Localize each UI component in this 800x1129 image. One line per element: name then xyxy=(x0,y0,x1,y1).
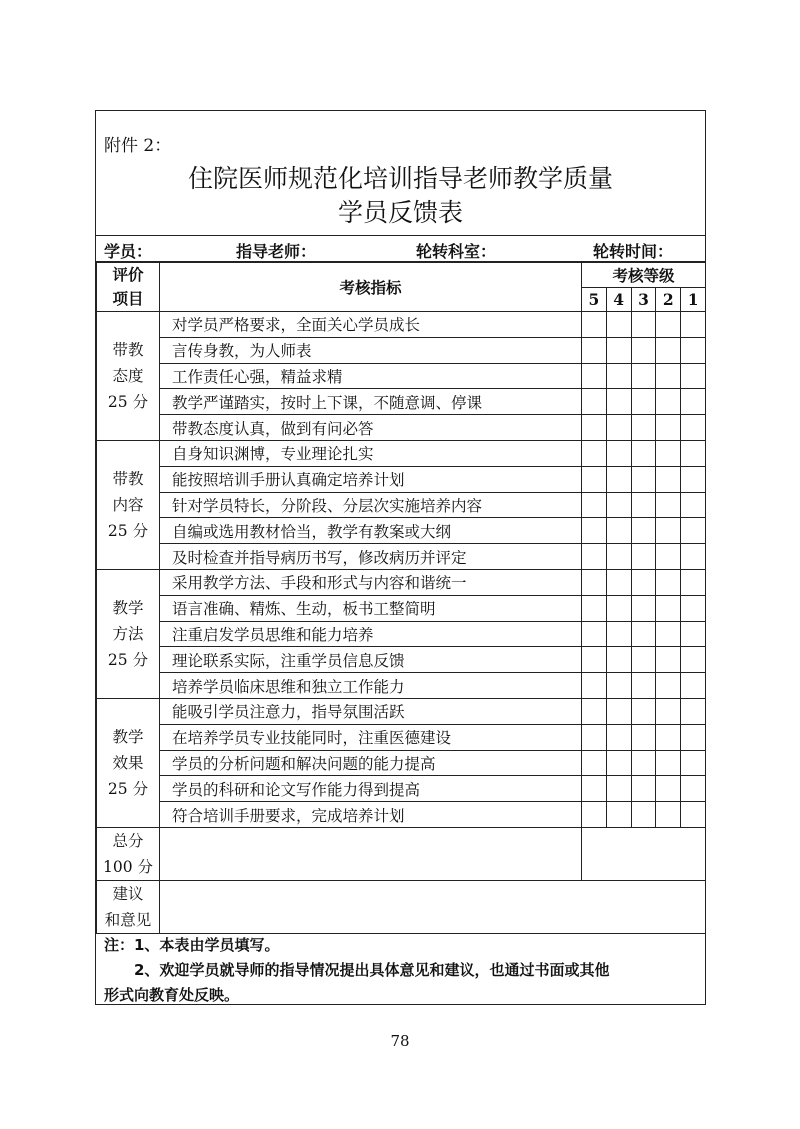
grade-checkbox-cell[interactable] xyxy=(631,440,656,466)
grade-checkbox-cell[interactable] xyxy=(631,776,656,802)
grade-checkbox-cell[interactable] xyxy=(681,724,706,750)
teacher-label: 指导老师： xyxy=(236,242,317,261)
grade-checkbox-cell[interactable] xyxy=(656,647,681,673)
section-label-line: 25 分 xyxy=(107,392,149,411)
grade-checkbox-cell[interactable] xyxy=(582,802,607,828)
criteria-cell: 语言准确、精炼、生动，板书工整简明 xyxy=(160,595,582,621)
grade-checkbox-cell[interactable] xyxy=(656,569,681,595)
criteria-cell: 针对学员特长，分阶段、分层次实施培养内容 xyxy=(160,492,582,518)
grade-checkbox-cell[interactable] xyxy=(681,750,706,776)
evaluation-table xyxy=(96,262,706,934)
grade-checkbox-cell[interactable] xyxy=(631,389,656,415)
grade-checkbox-cell[interactable] xyxy=(681,337,706,363)
criteria-row xyxy=(97,415,706,441)
grade-checkbox-cell[interactable] xyxy=(631,595,656,621)
total-blank[interactable] xyxy=(160,827,582,880)
grade-checkbox-cell[interactable] xyxy=(606,724,631,750)
criteria-cell: 言传身教，为人师表 xyxy=(160,337,582,363)
criteria-cell: 符合培训手册要求，完成培养计划 xyxy=(160,802,582,828)
grade-checkbox-cell[interactable] xyxy=(656,440,681,466)
grade-checkbox-cell[interactable] xyxy=(656,595,681,621)
section-label-line: 带教 xyxy=(112,340,144,359)
grade-checkbox-cell[interactable] xyxy=(656,337,681,363)
grade-checkbox-cell[interactable] xyxy=(582,440,607,466)
grade-checkbox-cell[interactable] xyxy=(582,621,607,647)
criteria-row xyxy=(97,544,706,570)
grade-checkbox-cell[interactable] xyxy=(582,647,607,673)
criteria-cell: 采用教学方法、手段和形式与内容和谐统一 xyxy=(160,569,582,595)
grade-checkbox-cell[interactable] xyxy=(606,337,631,363)
criteria-cell: 学员的分析问题和解决问题的能力提高 xyxy=(160,750,582,776)
criteria-row xyxy=(97,698,706,724)
grade-5: 5 xyxy=(582,288,607,312)
section-label xyxy=(97,698,160,827)
criteria-row xyxy=(97,776,706,802)
criteria-row xyxy=(97,363,706,389)
student-label: 学员： xyxy=(104,242,153,261)
criteria-row xyxy=(97,750,706,776)
notes xyxy=(96,933,705,1008)
department-label: 轮转科室： xyxy=(416,242,497,261)
criteria-cell: 及时检查并指导病历书写，修改病历并评定 xyxy=(160,544,582,570)
criteria-row xyxy=(97,518,706,544)
grade-checkbox-cell[interactable] xyxy=(582,724,607,750)
grade-checkbox-cell[interactable] xyxy=(656,673,681,699)
grade-checkbox-cell[interactable] xyxy=(681,466,706,492)
grade-checkbox-cell[interactable] xyxy=(656,389,681,415)
form-title: 住院医师规范化培训指导老师教学质量 xyxy=(187,164,613,193)
grade-checkbox-cell[interactable] xyxy=(656,776,681,802)
criteria-cell: 带教态度认真，做到有问必答 xyxy=(160,415,582,441)
criteria-row xyxy=(97,569,706,595)
section-label-line: 方法 xyxy=(112,624,144,643)
grade-checkbox-cell[interactable] xyxy=(582,673,607,699)
grade-checkbox-cell[interactable] xyxy=(631,698,656,724)
grade-2: 2 xyxy=(656,288,681,312)
grade-checkbox-cell[interactable] xyxy=(681,518,706,544)
attachment-label: 附件 2： xyxy=(104,136,172,156)
criteria-cell: 自身知识渊博，专业理论扎实 xyxy=(160,440,582,466)
total-label-line: 总分 xyxy=(112,831,144,850)
grade-checkbox-cell[interactable] xyxy=(656,492,681,518)
grade-checkbox-cell[interactable] xyxy=(681,415,706,441)
grade-checkbox-cell[interactable] xyxy=(582,776,607,802)
grade-checkbox-cell[interactable] xyxy=(656,363,681,389)
note-3: 形式向教育处反映。 xyxy=(104,986,240,1004)
section-label-line: 效果 xyxy=(112,753,144,772)
note-1: 注：1、本表由学员填写。 xyxy=(104,936,280,954)
total-label xyxy=(97,827,160,880)
grade-checkbox-cell[interactable] xyxy=(681,673,706,699)
criteria-cell: 对学员严格要求，全面关心学员成长 xyxy=(160,312,582,338)
total-row xyxy=(97,827,706,880)
grade-checkbox-cell[interactable] xyxy=(681,698,706,724)
grade-checkbox-cell[interactable] xyxy=(681,621,706,647)
criteria-cell: 培养学员临床思维和独立工作能力 xyxy=(160,673,582,699)
grade-header: 考核等级 xyxy=(582,263,706,288)
criteria-row xyxy=(97,466,706,492)
criteria-row xyxy=(97,440,706,466)
grade-checkbox-cell[interactable] xyxy=(582,492,607,518)
form-subtitle: 学员反馈表 xyxy=(337,198,463,227)
criteria-cell: 能按照培训手册认真确定培养计划 xyxy=(160,466,582,492)
grade-checkbox-cell[interactable] xyxy=(631,750,656,776)
grade-checkbox-cell[interactable] xyxy=(656,621,681,647)
section-label-line: 带教 xyxy=(112,469,144,488)
criteria-cell: 学员的科研和论文写作能力得到提高 xyxy=(160,776,582,802)
grade-checkbox-cell[interactable] xyxy=(656,750,681,776)
criteria-row xyxy=(97,595,706,621)
grade-checkbox-cell[interactable] xyxy=(582,595,607,621)
grade-checkbox-cell[interactable] xyxy=(656,466,681,492)
grade-checkbox-cell[interactable] xyxy=(631,337,656,363)
grade-checkbox-cell[interactable] xyxy=(631,518,656,544)
grade-checkbox-cell[interactable] xyxy=(606,569,631,595)
grade-checkbox-cell[interactable] xyxy=(582,312,607,338)
grade-checkbox-cell[interactable] xyxy=(681,802,706,828)
grade-1: 1 xyxy=(681,288,706,312)
criteria-row xyxy=(97,673,706,699)
grade-checkbox-cell[interactable] xyxy=(606,415,631,441)
grade-checkbox-cell[interactable] xyxy=(631,312,656,338)
criteria-row xyxy=(97,389,706,415)
total-score-field[interactable] xyxy=(582,827,706,880)
grade-checkbox-cell[interactable] xyxy=(681,492,706,518)
grade-checkbox-cell[interactable] xyxy=(681,389,706,415)
section-label-line: 25 分 xyxy=(107,650,149,669)
section-label-line: 教学 xyxy=(112,727,144,746)
page-number: 78 xyxy=(390,1032,410,1050)
grade-checkbox-cell[interactable] xyxy=(631,544,656,570)
grade-checkbox-cell[interactable] xyxy=(631,363,656,389)
section-label xyxy=(97,569,160,698)
item-header-line1: 评价 xyxy=(112,266,144,284)
time-label: 轮转时间： xyxy=(593,242,674,261)
criteria-row xyxy=(97,647,706,673)
grade-checkbox-cell[interactable] xyxy=(631,802,656,828)
form-header xyxy=(96,111,705,236)
grade-checkbox-cell[interactable] xyxy=(631,466,656,492)
grade-checkbox-cell[interactable] xyxy=(582,544,607,570)
grade-checkbox-cell[interactable] xyxy=(656,518,681,544)
advice-label xyxy=(97,880,160,933)
item-header-line2: 项目 xyxy=(112,290,144,308)
grade-checkbox-cell[interactable] xyxy=(656,698,681,724)
grade-checkbox-cell[interactable] xyxy=(582,466,607,492)
section-label xyxy=(97,312,160,441)
grade-checkbox-cell[interactable] xyxy=(631,415,656,441)
grade-checkbox-cell[interactable] xyxy=(582,518,607,544)
grade-checkbox-cell[interactable] xyxy=(582,337,607,363)
grade-checkbox-cell[interactable] xyxy=(606,389,631,415)
grade-checkbox-cell[interactable] xyxy=(606,647,631,673)
criteria-row xyxy=(97,621,706,647)
criteria-header: 考核指标 xyxy=(160,263,582,312)
criteria-cell: 自编或选用教材恰当，教学有教案或大纲 xyxy=(160,518,582,544)
grade-checkbox-cell[interactable] xyxy=(606,440,631,466)
total-label-line: 100 分 xyxy=(102,857,153,876)
grade-checkbox-cell[interactable] xyxy=(681,595,706,621)
grade-checkbox-cell[interactable] xyxy=(656,544,681,570)
grade-checkbox-cell[interactable] xyxy=(681,544,706,570)
grade-4: 4 xyxy=(606,288,631,312)
section-label-line: 25 分 xyxy=(107,521,149,540)
grade-checkbox-cell[interactable] xyxy=(681,312,706,338)
grade-checkbox-cell[interactable] xyxy=(656,312,681,338)
item-header xyxy=(97,263,160,312)
grade-checkbox-cell[interactable] xyxy=(631,621,656,647)
info-row xyxy=(96,236,705,262)
feedback-form xyxy=(95,110,706,1005)
grade-checkbox-cell[interactable] xyxy=(681,647,706,673)
grade-checkbox-cell[interactable] xyxy=(606,595,631,621)
criteria-row xyxy=(97,802,706,828)
grade-checkbox-cell[interactable] xyxy=(656,724,681,750)
criteria-row xyxy=(97,337,706,363)
grade-checkbox-cell[interactable] xyxy=(606,466,631,492)
section-label-line: 态度 xyxy=(112,366,144,385)
grade-checkbox-cell[interactable] xyxy=(582,569,607,595)
grade-checkbox-cell[interactable] xyxy=(631,647,656,673)
advice-label-line: 建议 xyxy=(112,884,144,903)
grade-checkbox-cell[interactable] xyxy=(631,492,656,518)
grade-checkbox-cell[interactable] xyxy=(582,750,607,776)
grade-checkbox-cell[interactable] xyxy=(606,363,631,389)
grade-checkbox-cell[interactable] xyxy=(606,544,631,570)
grade-checkbox-cell[interactable] xyxy=(606,492,631,518)
grade-checkbox-cell[interactable] xyxy=(656,802,681,828)
criteria-cell: 能吸引学员注意力，指导氛围活跃 xyxy=(160,698,582,724)
advice-field[interactable] xyxy=(160,880,706,933)
grade-checkbox-cell[interactable] xyxy=(606,802,631,828)
criteria-cell: 注重启发学员思维和能力培养 xyxy=(160,621,582,647)
grade-checkbox-cell[interactable] xyxy=(606,673,631,699)
grade-checkbox-cell[interactable] xyxy=(681,440,706,466)
criteria-row xyxy=(97,312,706,338)
advice-row xyxy=(97,880,706,933)
section-label xyxy=(97,440,160,569)
grade-checkbox-cell[interactable] xyxy=(681,776,706,802)
criteria-cell: 工作责任心强，精益求精 xyxy=(160,363,582,389)
section-label-line: 25 分 xyxy=(107,779,149,798)
grade-checkbox-cell[interactable] xyxy=(582,698,607,724)
grade-checkbox-cell[interactable] xyxy=(681,363,706,389)
advice-label-line: 和意见 xyxy=(104,910,152,929)
grade-checkbox-cell[interactable] xyxy=(631,569,656,595)
criteria-row xyxy=(97,492,706,518)
grade-checkbox-cell[interactable] xyxy=(606,312,631,338)
criteria-row xyxy=(97,724,706,750)
grade-checkbox-cell[interactable] xyxy=(582,363,607,389)
grade-checkbox-cell[interactable] xyxy=(606,621,631,647)
grade-checkbox-cell[interactable] xyxy=(582,415,607,441)
grade-checkbox-cell[interactable] xyxy=(606,518,631,544)
grade-checkbox-cell[interactable] xyxy=(631,724,656,750)
grade-checkbox-cell[interactable] xyxy=(606,776,631,802)
criteria-cell: 在培养学员专业技能同时，注重医德建设 xyxy=(160,724,582,750)
criteria-cell: 教学严谨踏实，按时上下课，不随意调、停课 xyxy=(160,389,582,415)
grade-checkbox-cell[interactable] xyxy=(656,415,681,441)
section-label-line: 内容 xyxy=(112,495,144,514)
note-2: 2、欢迎学员就导师的指导情况提出具体意见和建议，也通过书面或其他 xyxy=(104,961,610,979)
grade-checkbox-cell[interactable] xyxy=(631,673,656,699)
grade-checkbox-cell[interactable] xyxy=(582,389,607,415)
grade-checkbox-cell[interactable] xyxy=(606,750,631,776)
grade-3: 3 xyxy=(631,288,656,312)
grade-checkbox-cell[interactable] xyxy=(606,698,631,724)
criteria-cell: 理论联系实际，注重学员信息反馈 xyxy=(160,647,582,673)
section-label-line: 教学 xyxy=(112,598,144,617)
grade-checkbox-cell[interactable] xyxy=(681,569,706,595)
